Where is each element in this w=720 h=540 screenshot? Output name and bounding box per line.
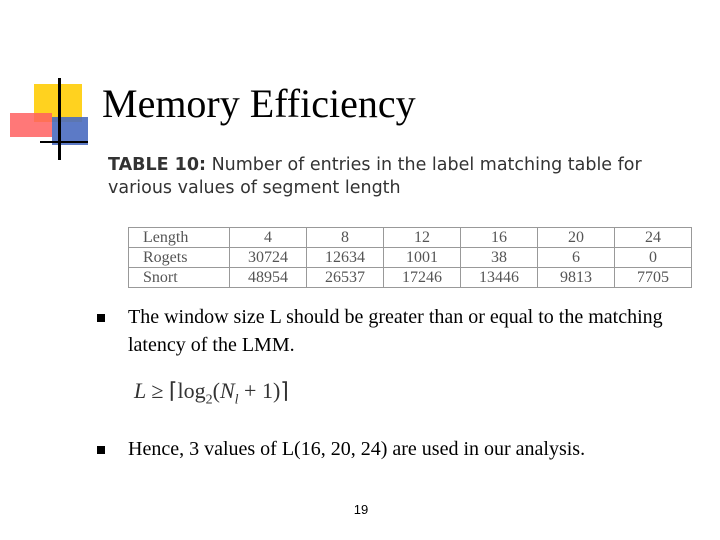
bullet-marker <box>97 446 105 454</box>
table-cell: 17246 <box>384 268 461 288</box>
formula-lhs: L <box>134 378 146 403</box>
table-caption <box>108 154 688 200</box>
formula-ceil-open: ⌈ <box>168 378 178 403</box>
table-caption-text: Number of entries in the label matching table for various values of segment length <box>108 155 642 198</box>
table-row <box>129 228 692 248</box>
formula-paren-open: ( <box>212 378 220 403</box>
bullet-marker <box>97 314 105 322</box>
logo-blue-square <box>52 117 88 145</box>
table-cell: 7705 <box>615 268 692 288</box>
table-cell: 26537 <box>307 268 384 288</box>
table-cell: 0 <box>615 248 692 268</box>
slide-title: Memory Efficiency <box>102 81 416 126</box>
table-cell: 8 <box>307 228 384 248</box>
table-cell: 9813 <box>538 268 615 288</box>
table-cell: 16 <box>461 228 538 248</box>
row-header: Length <box>129 228 230 248</box>
formula-var: N <box>219 378 235 403</box>
logo-red-bar <box>10 113 52 137</box>
bullet-text: Hence, 3 values of L(16, 20, 24) are used in our analysis. <box>128 438 586 460</box>
table-cell: 24 <box>615 228 692 248</box>
table-row <box>129 268 692 288</box>
entries-table <box>128 227 692 288</box>
table-cell: 12 <box>384 228 461 248</box>
table-cell: 6 <box>538 248 615 268</box>
table-row <box>129 248 692 268</box>
formula-sub: l <box>234 392 239 408</box>
table-cell: 1001 <box>384 248 461 268</box>
formula-base: 2 <box>205 392 213 408</box>
formula-tail: + 1) <box>244 378 281 403</box>
table-cell: 30724 <box>230 248 307 268</box>
window-size-formula <box>134 378 289 408</box>
table-cell: 4 <box>230 228 307 248</box>
formula-relation: ≥ <box>151 378 164 403</box>
row-header: Rogets <box>129 248 230 268</box>
logo-vertical-line <box>58 78 61 160</box>
table-cell: 38 <box>461 248 538 268</box>
bullet-text: The window size L should be greater than or equal to the matching latency of the LMM. <box>128 306 663 356</box>
table-cell: 20 <box>538 228 615 248</box>
page-number: 19 <box>353 502 369 517</box>
formula-func: log <box>177 378 206 403</box>
row-header: Snort <box>129 268 230 288</box>
table-caption-label: TABLE 10: <box>108 155 207 175</box>
table-cell: 48954 <box>230 268 307 288</box>
slide-logo-decoration <box>0 0 110 170</box>
table-cell: 13446 <box>461 268 538 288</box>
formula-ceil-close: ⌉ <box>280 378 289 403</box>
table-cell: 12634 <box>307 248 384 268</box>
logo-horizontal-line <box>40 141 88 143</box>
